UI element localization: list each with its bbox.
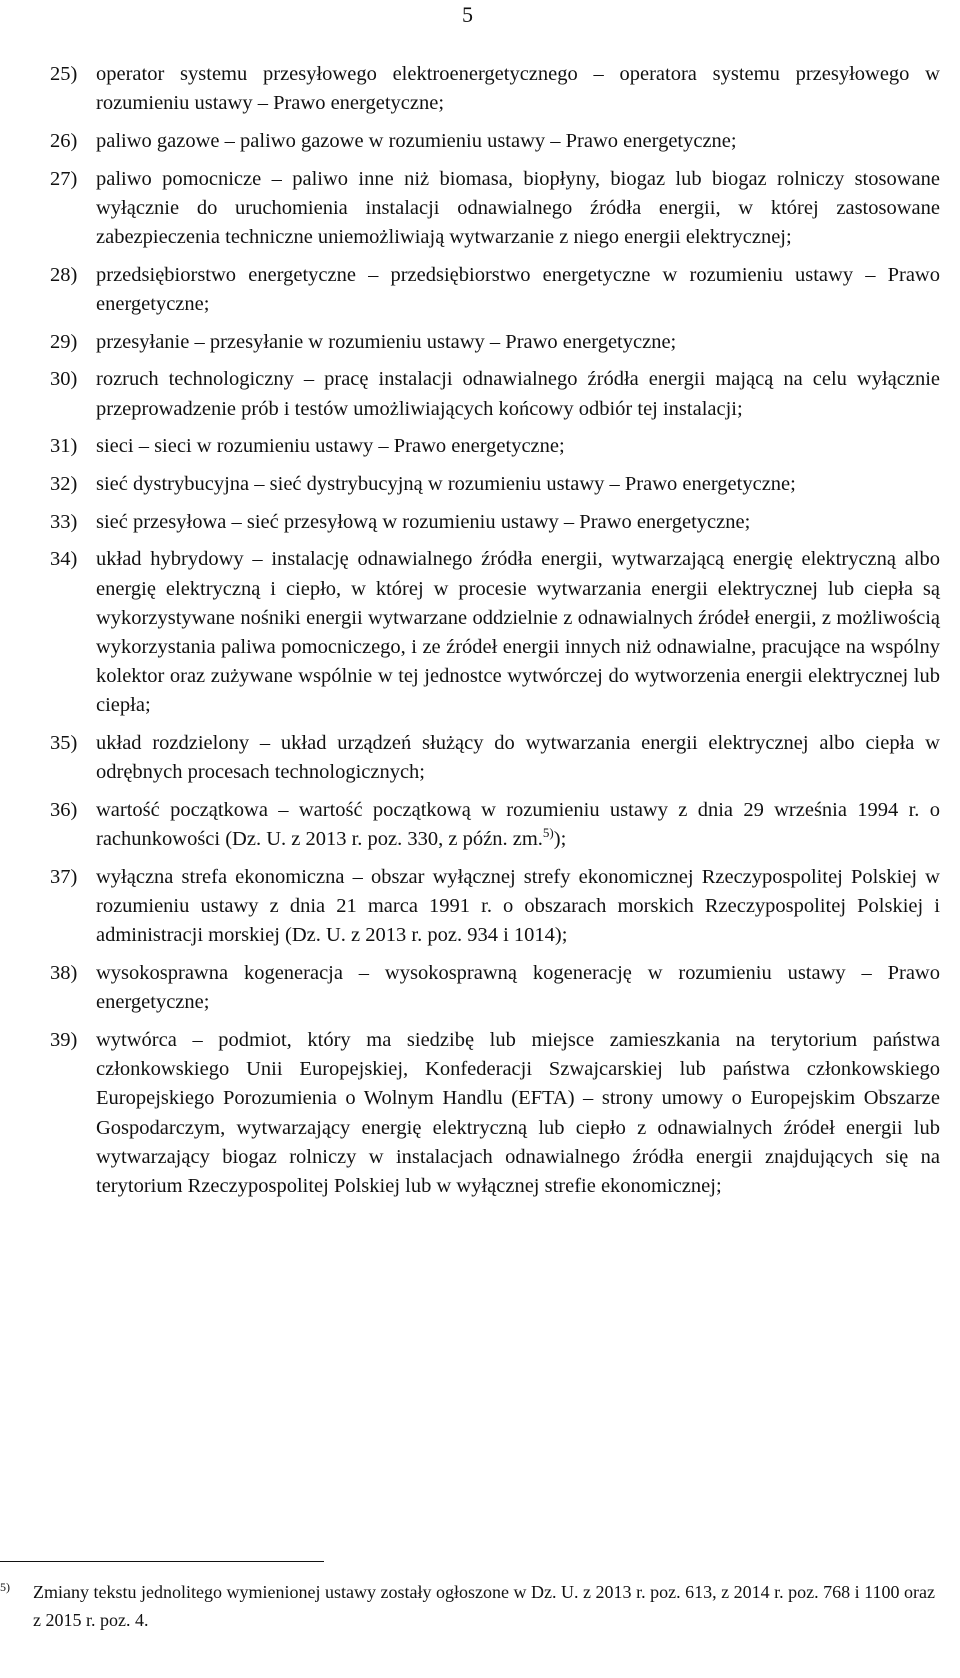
item-text: wyłączna strefa ekonomiczna – obszar wyłącznej strefy ekonomicznej Rzeczypospolitej Polskiej w rozumieniu ustawy z dnia 21 marca 1991 r. o obszarach morskich Rzeczypospolitej Polskiej i administracji morskiej (Dz. U. z 2013 r. poz. 934 i 1014); <box>96 865 940 947</box>
footnote-mark: 5) <box>0 1580 10 1594</box>
item-text: wysokosprawna kogeneracja – wysokosprawną kogenerację w rozumieniu ustawy – Prawo energetyczne; <box>96 961 940 1014</box>
item-text <box>96 796 940 854</box>
list-item <box>50 470 940 499</box>
list-item <box>50 729 940 787</box>
item-number: 31) <box>50 435 78 458</box>
item-number: 37) <box>50 865 78 888</box>
list-item <box>50 165 940 253</box>
item-number: 39) <box>50 1028 78 1051</box>
list-item <box>50 432 940 461</box>
item-number: 35) <box>50 732 78 755</box>
item-number: 28) <box>50 263 78 286</box>
list-item <box>50 1026 940 1201</box>
item-number: 33) <box>50 510 78 533</box>
item-number: 26) <box>50 129 78 152</box>
list-item <box>50 508 940 537</box>
item-text: przesyłanie – przesyłanie w rozumieniu ustawy – Prawo energetyczne; <box>96 330 677 353</box>
item-number: 36) <box>50 798 78 821</box>
item-text-main: wartość początkowa – wartość początkową w rozumieniu ustawy z dnia 29 września 1994 r. o rachunkowości (Dz. U. z 2013 r. poz. 330, z późn. zm. <box>96 798 940 851</box>
item-text: operator systemu przesyłowego elektroenergetycznego – operatora systemu przesyłowego w rozumieniu ustawy – Prawo energetyczne; <box>96 63 940 115</box>
item-text: układ hybrydowy – instalację odnawialnego źródła energii, wytwarzającą energię elektryczną albo energię elektryczną i ciepło, w której w procesie wytwarzania energii elektrycznej lub ciepła są wykorzystywane nośniki energii wytwarzane oddzielnie z odnawialnych źródeł energii, z możliwością wykorzystania paliwa pomocniczego, i ze źródeł energii innych niż odnawialne, pracujące na wspólny kolektor oraz zużywane wspólnie w tej jednostce wytwórczej do wytworzenia energii elektrycznej lub ciepła; <box>96 548 940 717</box>
item-number: 38) <box>50 961 78 984</box>
item-text: przedsiębiorstwo energetyczne – przedsiębiorstwo energetyczne w rozumieniu ustawy – Prawo energetyczne; <box>96 263 940 315</box>
list-item <box>50 261 940 319</box>
item-text-tail: ); <box>553 828 567 851</box>
item-text: sieci – sieci w rozumieniu ustawy – Prawo energetyczne; <box>96 435 565 458</box>
item-text: paliwo gazowe – paliwo gazowe w rozumieniu ustawy – Prawo energetyczne; <box>96 129 737 152</box>
list-item <box>50 959 940 1017</box>
item-number: 25) <box>50 63 78 85</box>
item-number: 34) <box>50 548 78 571</box>
item-text: paliwo pomocnicze – paliwo inne niż biomasa, biopłyny, biogaz lub biogaz rolniczy stosowane wyłącznie do uruchomienia instalacji odnawialnego źródła energii, w której zastosowane zabezpieczenia techniczne uniemożliwiają wytwarzanie z niego energii elektrycznej; <box>96 167 940 249</box>
list-item <box>50 127 940 156</box>
footnote <box>0 1578 935 1634</box>
item-number: 32) <box>50 472 78 495</box>
list-item <box>50 365 940 423</box>
item-text: sieć dystrybucyjna – sieć dystrybucyjną w rozumieniu ustawy – Prawo energetyczne; <box>96 472 796 495</box>
item-text: rozruch technologiczny – pracę instalacji odnawialnego źródła energii mającą na celu wyłącznie przeprowadzenie prób i testów umożliwiających końcowy odbiór tej instalacji; <box>96 368 940 420</box>
list-item <box>50 545 940 720</box>
item-number: 30) <box>50 368 78 391</box>
item-text: wytwórca – podmiot, który ma siedzibę lub miejsce zamieszkania na terytorium państwa członkowskiego Unii Europejskiej, Konfederacji Szwajcarskiej lub państwa członkowskiego Europejskiego Porozumienia o Wolnym Handlu (EFTA) – strony umowy o Europejskim Obszarze Gospodarczym, wytwarzający energię elektryczną lub ciepło z odnawialnych źródeł energii lub wytwarzający biogaz rolniczy w instalacjach odnawialnego źródła energii znajdujących się na terytorium Rzeczypospolitej Polskiej lub w wyłącznej strefie ekonomicznej; <box>96 1028 940 1197</box>
item-text: układ rozdzielony – układ urządzeń służący do wytwarzania energii elektrycznej albo ciepła w odrębnych procesach technologicznych; <box>96 732 940 784</box>
list-item <box>50 60 940 118</box>
page-number: 5 <box>462 2 473 27</box>
definitions-list <box>50 60 940 1210</box>
list-item <box>50 796 940 854</box>
list-item <box>50 863 940 951</box>
footnote-reference[interactable]: 5) <box>542 825 554 841</box>
item-number: 27) <box>50 167 78 190</box>
list-item <box>50 328 940 357</box>
footnote-separator <box>0 1561 324 1562</box>
footnote-text: Zmiany tekstu jednolitego wymienionej ustawy zostały ogłoszone w Dz. U. z 2013 r. poz. 613, z 2014 r. poz. 768 i 1100 oraz z 2015 r. poz. 4. <box>33 1582 935 1630</box>
item-text: sieć przesyłowa – sieć przesyłową w rozumieniu ustawy – Prawo energetyczne; <box>96 510 751 533</box>
item-number: 29) <box>50 330 78 353</box>
